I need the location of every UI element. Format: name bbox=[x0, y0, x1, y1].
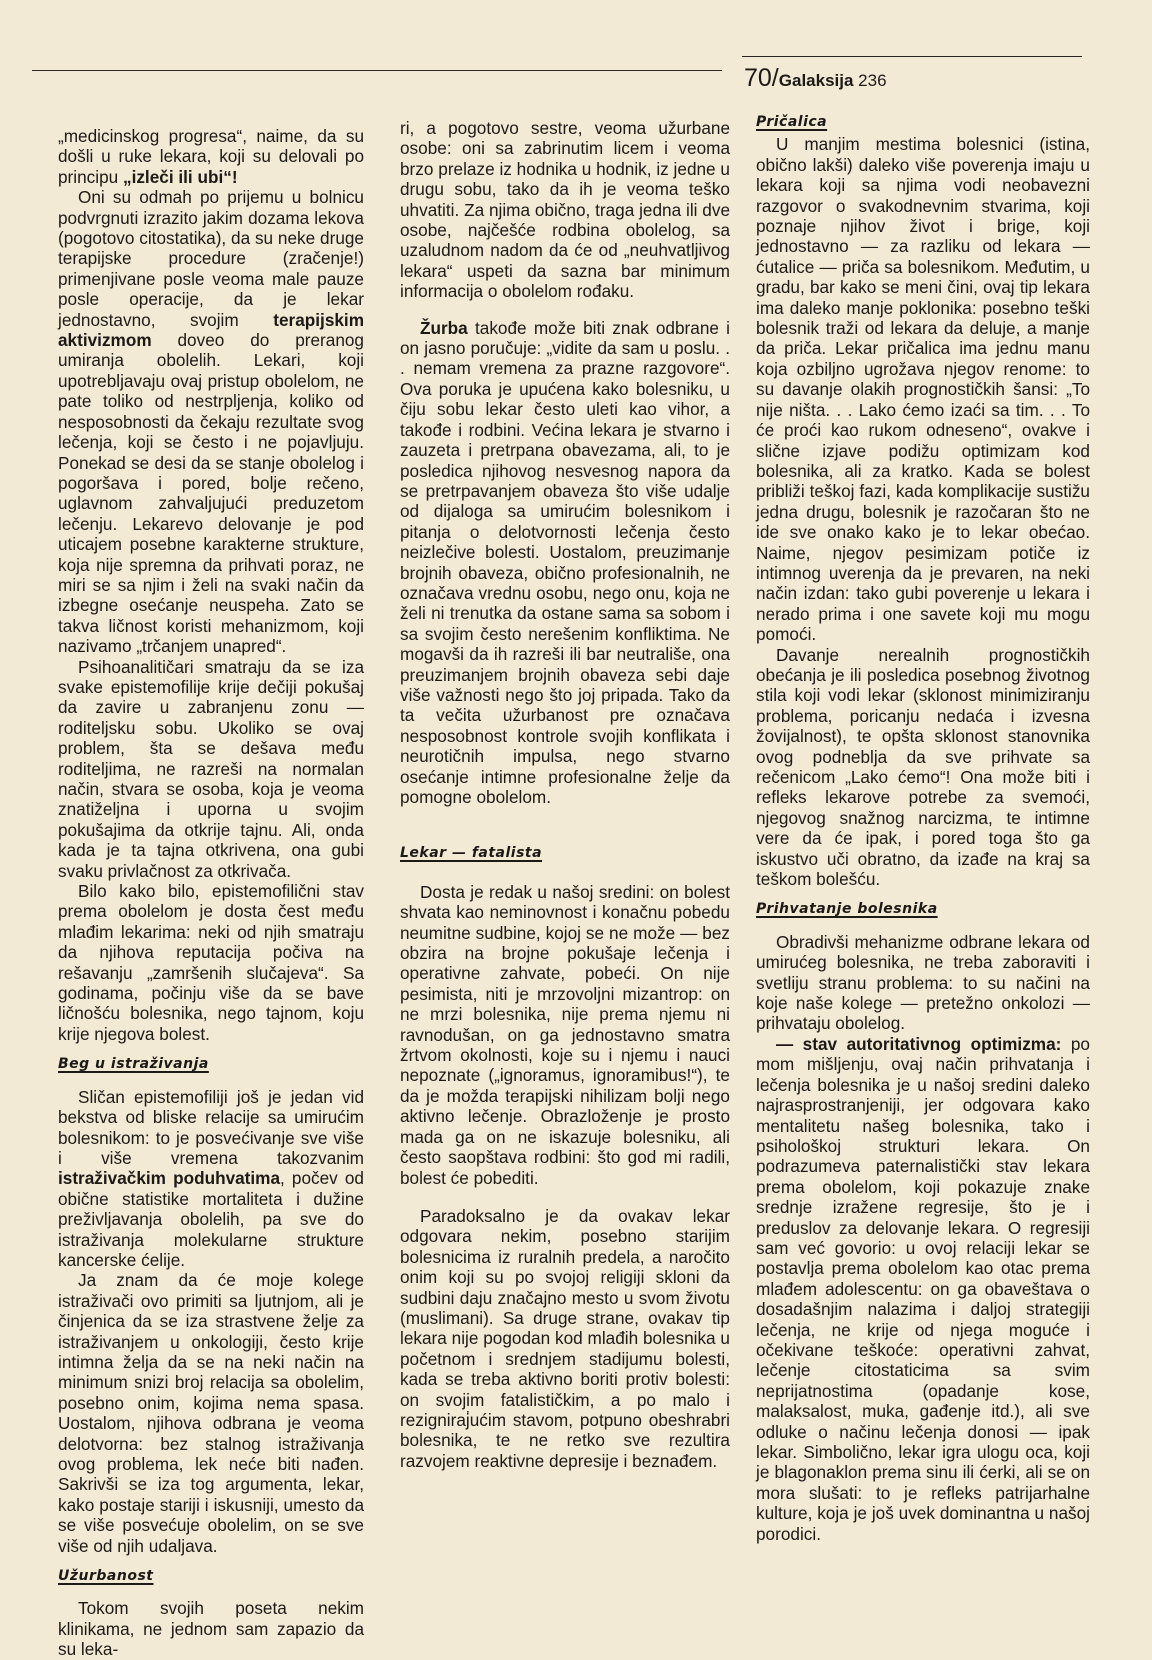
paragraph: Tokom svojih poseta nekim klinikama, ne jednom sam zapazio da su leka- bbox=[58, 1598, 364, 1660]
issue-number: 236 bbox=[853, 71, 887, 90]
paragraph: ri, a pogotovo sestre, veoma užurbane osobe: oni sa zabrinutim licem i veoma brzo prelaze iz hodnika u hodnik, iz jedne u drugu sobu, tako da ih je veoma teško uhvatiti. Za njima obično, traga jedna ili dve osobe, najčešće rodbina obolelog, sa uzaludnom nadom da će od „neuhvatljivog lekara“ uspeti da sazna bar minimum informacija o obolelom rođaku. bbox=[400, 118, 730, 302]
section-heading: Pričalica bbox=[756, 114, 828, 130]
paragraph: Paradoksalno je da ovakav lekar odgovara nekim, posebno starijim bolesnicima iz ruralnih predela, a naročito onim koji su po svojoj religiji skloni da sudbini daju značajno mesto u svom životu (muslimani). Sa druge strane, ovakav tip lekara nije pogodan kod mlađih bolesnika u početnom i srednjem stadijumu bolesti, kada se treba aktivno boriti protiv bolesti: on svojim fatalističkim, a po malo i rezigniraj̇ućim stavom, potpuno obeshrabri bolesnika, te ne retko sve rezultira razvojem reaktivne depresije i beznađem. bbox=[400, 1205, 730, 1471]
paragraph: Psihoanalitičari smatraju da se iza svake epistemofilije krije dečiji pokušaj da zavire u zabranjenu zonu — roditeljsku sobu. Ukoliko se ovaj problem, šta se dešava među roditeljima, ne razreši na normalan način, stvara se osoba, koja je veoma znatiželjna i uporna u svojim pokušajima da otkrije tajnu. Ali, onda kada je ta tajna otkrivena, ona gubi svaku privlačnost za otkrivača. bbox=[58, 656, 364, 881]
column-3 bbox=[756, 108, 1090, 1544]
paragraph: Žurba takođe može biti znak odbrane i on jasno poručuje: „vidite da sam u poslu. . . nemam vremena za prazne razgovore“. Ova poruka je upućena kako bolesniku, u čiju sobu lekar često uleti kao vihor, a takođe i rodbini. Većina lekara je stvarno i zauzeta i pretrpana obavezama, ali, to je posledica njihovog nesvesnog napora da se pretrpavanjem obaveza što više udalje od dijaloga sa umirućim bolesnikom i pitanja o delotvornosti lečenja često neizlečive bolesti. Uostalom, preuzimanje brojnih obaveza, obično profesionalnih, ne označava vrednu osobu, nego onu, koja ne želi ni trenutka da ostane sama sa sobom i sa svojim često nerešenim konfliktima. Ne mogavši da ih razreši ili bar neutrališe, ona preuzimanjem brojnih obaveza sebi daje više važnosti nego što joj pripada. Tako da ta večita užurbanost pre označava nesposobnost kontrole svojih konflikata i neurotičnih impulsa, nego stvarno osećanje intimne profesionalne želje da pomogne obolelom. bbox=[400, 317, 730, 807]
paragraph: — stav autoritativnog optimizma: po mom mišljenju, ovaj način prihvatanja i lečenja bolesnika je u našoj sredini daleko najrasprostranjeniji, jer odgovara kako mentalitetu našeg bolesnika, tako i psihološkoj strukturi lekara. On podrazumeva paternalistički stav lekara prema obolelom, koji pokazuje znake srednje izražene regresije, što je i preduslov za delovanje lekara. O regresiji sam već govorio: u ovoj relaciji lekar se postavlja prema obolelom kao otac prema mlađem adolescentu: on ga obaveštava o dosadašnjim nalazima i daljoj strategiji lečenja, ne krije od njega moguće i očekivane teškoće: operativni zahvat, lečenje citostaticima sa svim neprijatnostima (opadanje kose, malaksalost, muka, gađenje itd.), ali sve odluke o načinu lečenja donosi — ipak lekar. Simbolično, lekar igra ulogu oca, koji je blagonaklon prema sinu ili ćerki, ali se on mora slušati: to je refleks patrijarhalne kulture, koja je još uvek dominantna u našoj porodici. bbox=[756, 1033, 1090, 1544]
column-1 bbox=[58, 126, 364, 1660]
section-heading: Lekar — fatalista bbox=[400, 845, 543, 862]
page-number: 70/ bbox=[744, 64, 779, 92]
paragraph: Bilo kako bilo, epistemofilični stav prema obolelom je dosta čest među mlađim lekarima: neki od njih smatraju da njihova reputacija počiva na rešavanju „zamršenih slučajeva“. Sa godinama, počinju više da se bave ličnošću bolesnika, nego tajnom, koju krije njegova bolest. bbox=[58, 881, 364, 1044]
header-rule-left bbox=[32, 70, 722, 71]
paragraph: Obradivši mehanizme odbrane lekara od umirućeg bolesnika, ne treba zaboraviti i svetliju stranu problema: to su načini na koje naše kolege — pretežno onkolozi — prihvataju obolelog. bbox=[756, 931, 1090, 1034]
section-heading: Prihvatanje bolesnika bbox=[756, 901, 938, 918]
section-heading: Beg u istraživanja bbox=[58, 1056, 209, 1073]
paragraph: Ja znam da će moje kolege istraživači ovo primiti sa ljutnjom, ali je činjenica da se iza strastvene želje za istraživanjem u onkologiji, često krije intimna želja da se na neki način na minimum snizi broj relacija sa obolelim, posebno onim, kojima nema spasa. Uostalom, njihova odbrana je veoma delotvorna: bez stalnog istraživanja ovog problema, lek neće biti nađen. Sakrivši se iza tog argumenta, lekar, kako postaje stariji i iskusniji, umesto da se više posvećuje obolelim, on se sve više od njih udaljava. bbox=[58, 1270, 364, 1556]
paragraph: „medicinskog progresa“, naime, da su došli u ruke lekara, koji su delovali po principu „izleči ili ubi“! bbox=[58, 126, 364, 187]
paragraph: U manjim mestima bolesnici (istina, obično lakši) daleko više poverenja imaju u lekara koji sa njima vodi neobavezni razgovor o svakodnevnim stvarima, koji poznaje njihov život i brige, koji jednostavno — za razliku od lekara — ćutalice — priča sa bolesnikom. Međutim, u gradu, bar kako se meni čini, ovaj tip lekara ima daleko manje poklonika: posebno teški bolesnik traži od lekara da deluje, a manje da priča. Lekar pričalica ima jednu manu koja ozbiljno ugrožava njegov renome: to su davanje olakih prognostičkih šansi: „To nije ništa. . . Lako ćemo izaći sa tim. . . To će proći kao rukom odneseno“, ovakve i slične izjave podižu optimizam kod bolesnika, ali za kratko. Kada se bolest približi teškoj fazi, kada komplikacije sustižu jedna drugu, bolesnik je razočaran što ne ide sve onako kako je to lekar obećao. Naime, njegov pesimizam potiče iz intimnog uverenja da je prevaren, na neki način izdan: tako gubi poverenje u lekara i nerado prima i one savete koji mu mogu pomoći. bbox=[756, 134, 1090, 645]
column-2 bbox=[400, 118, 730, 1471]
paragraph: Davanje nerealnih prognostičkih obećanja je ili posledica posebnog životnog stila koji vodi lekar (sklonost minimiziranju problema, poricanju nedaća i izvesna žovijalnost), te opšta sklonost stanovnika ovog podneblja da sve prihvate sa rečenicom „Lako ćemo“! Ona može biti i refleks lekarove potrebe za svemoći, njegovog snažnog narcizma, te intimne vere da će ipak, i pored toga što ga iskustvo uči obratno, da izađe na kraj sa teškom bolešću. bbox=[756, 644, 1090, 890]
paragraph: Sličan epistemofiliji još je jedan vid bekstva od bliske relacije sa umirućim bolesnikom: to je posvećivanje sve više i više vremena takozvanim istraživačkim poduhvatima, počev od obične statistike mortaliteta i dužine preživljavanja obolelih, pa sve do istraživanja molekularne strukture kancerske ćelije. bbox=[58, 1086, 364, 1270]
magazine-name: Galaksija bbox=[778, 71, 854, 90]
paragraph: Oni su odmah po prijemu u bolnicu podvrgnuti izrazito jakim dozama lekova (pogotovo citostatika), da su neke druge terapijske procedure (zračenje!) primenjivane posle veoma male pauze posle operacije, da je lekar jednostavno, svojim terapijskim aktivizmom doveo do preranog umiranja obolelih. Lekari, koji upotrebljavaju ovaj pristup obolelom, ne pate toliko od nestrpljenja, koliko od nesposobnosti da čekaju rezultate svog lečenja, koji se često i ne pojavljuju. Ponekad se desi da se stanje obolelog i pogoršava i pored, bolje rečeno, uglavnom zahvaljujući preduzetom lečenju. Lekarevo delovanje je pod uticajem posebne karakterne strukture, koja nije spremna da prihvati poraz, ne miri se sa njim i želi na svaki način da izbegne osećanje neuspeha. Zato se takva ličnost koristi mehanizmom, koji nazivamo „trčanjem unapred“. bbox=[58, 187, 364, 657]
header-rule-right bbox=[742, 56, 1082, 57]
paragraph: Dosta je redak u našoj sredini: on bolest shvata kao neminovnost i konačnu pobedu neumitne sudbine, kojoj se ne može — bez obzira na brojne pokušaje lečenja i operativne zahvate, pobeći. On nije pesimista, niti je mrzovoljni mizantrop: on ne mrzi bolesnika, nije prema njemu ni ravnodušan, on ga jednostavno smatra žrtvom okolnosti, koje su i njemu i nauci nepoznate („ignoramus, ignoramibus!“), te da je možda terapijski nihilizam bolji nego aktivno lečenje. Obrazloženje je prosto mada ga on ne iskazuje bolesniku, ali često saopštava rodbini: što god mi radili, bolest će pobediti. bbox=[400, 881, 730, 1188]
page-header bbox=[744, 64, 887, 93]
section-heading: Užurbanost bbox=[58, 1568, 154, 1585]
